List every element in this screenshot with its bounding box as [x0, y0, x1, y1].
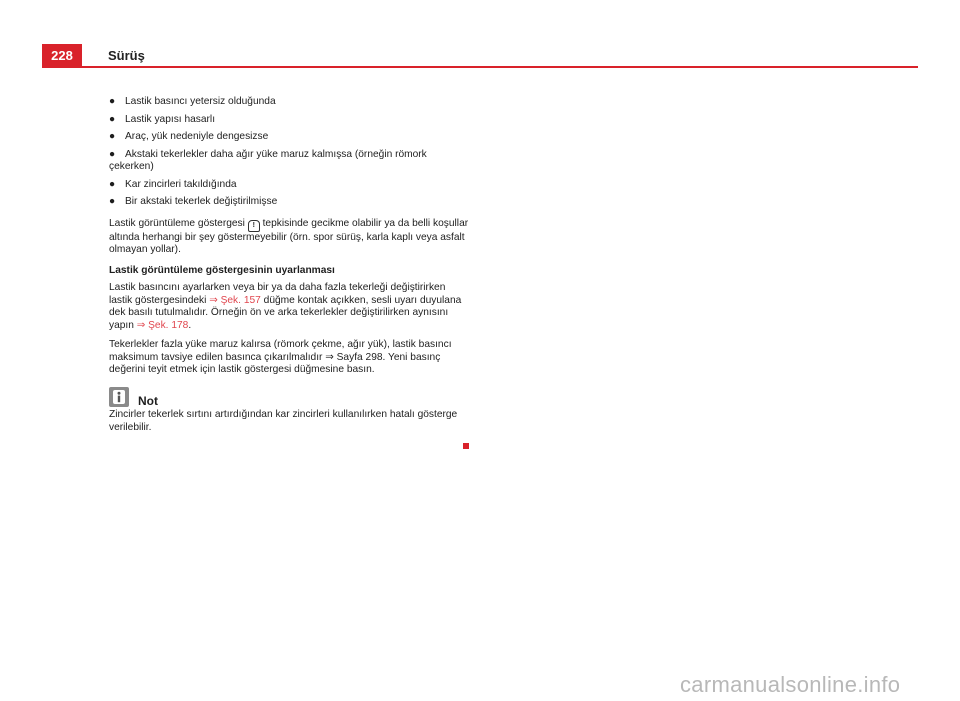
chapter-title: Sürüş: [108, 48, 145, 63]
list-item: ● Araç, yük nedeniyle dengesizse: [109, 131, 269, 142]
watermark: carmanualsonline.info: [680, 672, 901, 697]
list-item: ● Lastik yapısı hasarlı: [109, 113, 216, 125]
list-item: ● Kar zincirleri takıldığında: [109, 178, 237, 190]
main-column: [109, 96, 469, 441]
list-item: ● Lastik basıncı yetersiz olduğunda: [109, 96, 276, 107]
paragraph-tyre-monitor: Lastik görüntüleme göstergesi ! tepkisinde gecikme olabilir ya da belli koşullar altında herhangi bir şey göstermeyebilir (örn. spor sürüş, karla kaplı veya asfalt olmayan yollar).: [109, 217, 469, 255]
figure-link-157[interactable]: ⇒ Şek. 157: [209, 294, 261, 306]
note-header: [109, 387, 469, 408]
bullet-icon: ●: [109, 96, 116, 107]
figure-link-178[interactable]: ⇒ Şek. 178: [136, 319, 189, 331]
page-number: 228: [42, 44, 82, 66]
condition-list: [109, 96, 469, 209]
bullet-icon: ●: [109, 196, 116, 207]
list-item: ● Bir akstaki tekerlek değiştirilmişse: [109, 196, 278, 207]
bullet-icon: ●: [109, 148, 116, 160]
section-subheading: Lastik görüntüleme göstergesinin uyarlanması: [109, 264, 335, 276]
section-end-marker: [463, 443, 469, 449]
list-item: ● Akstaki tekerlekler daha ağır yüke maruz kalmışsa (örneğin römork çekerken): [109, 148, 427, 172]
info-icon: [109, 387, 129, 407]
bullet-icon: ●: [109, 178, 116, 190]
page-header: [42, 44, 918, 68]
bullet-icon: ●: [109, 131, 116, 142]
paragraph-calibration: Lastik basıncını ayarlarken veya bir ya da daha fazla tekerleği değiştirirken lastik göstergesindeki ⇒ Şek. 157 düğme kontak açıkken, sesli uyarı duyulana dek basılı tutulmalıdır. Örneğin ön ve arka tekerlekler değiştirilirken aynısını yapın ⇒ Şek. 178.: [109, 282, 462, 331]
tyre-warning-icon: !: [248, 220, 260, 232]
note-text: Zincirler tekerlek sırtını artırdığından kar zincirleri kullanılırken hatalı gösterge verilebilir.: [109, 409, 458, 433]
paragraph-load: Tekerlekler fazla yüke maruz kalırsa (römork çekme, ağır yük), lastik basıncı maksimum tavsiye edilen basınca çıkarılmalıdır ⇒ Sayfa 298. Yeni basınç değerini teyit etmek için lastik göstergesi düğmesine basın.: [109, 339, 452, 375]
note-title: Not: [138, 393, 158, 408]
bullet-icon: ●: [109, 113, 116, 125]
